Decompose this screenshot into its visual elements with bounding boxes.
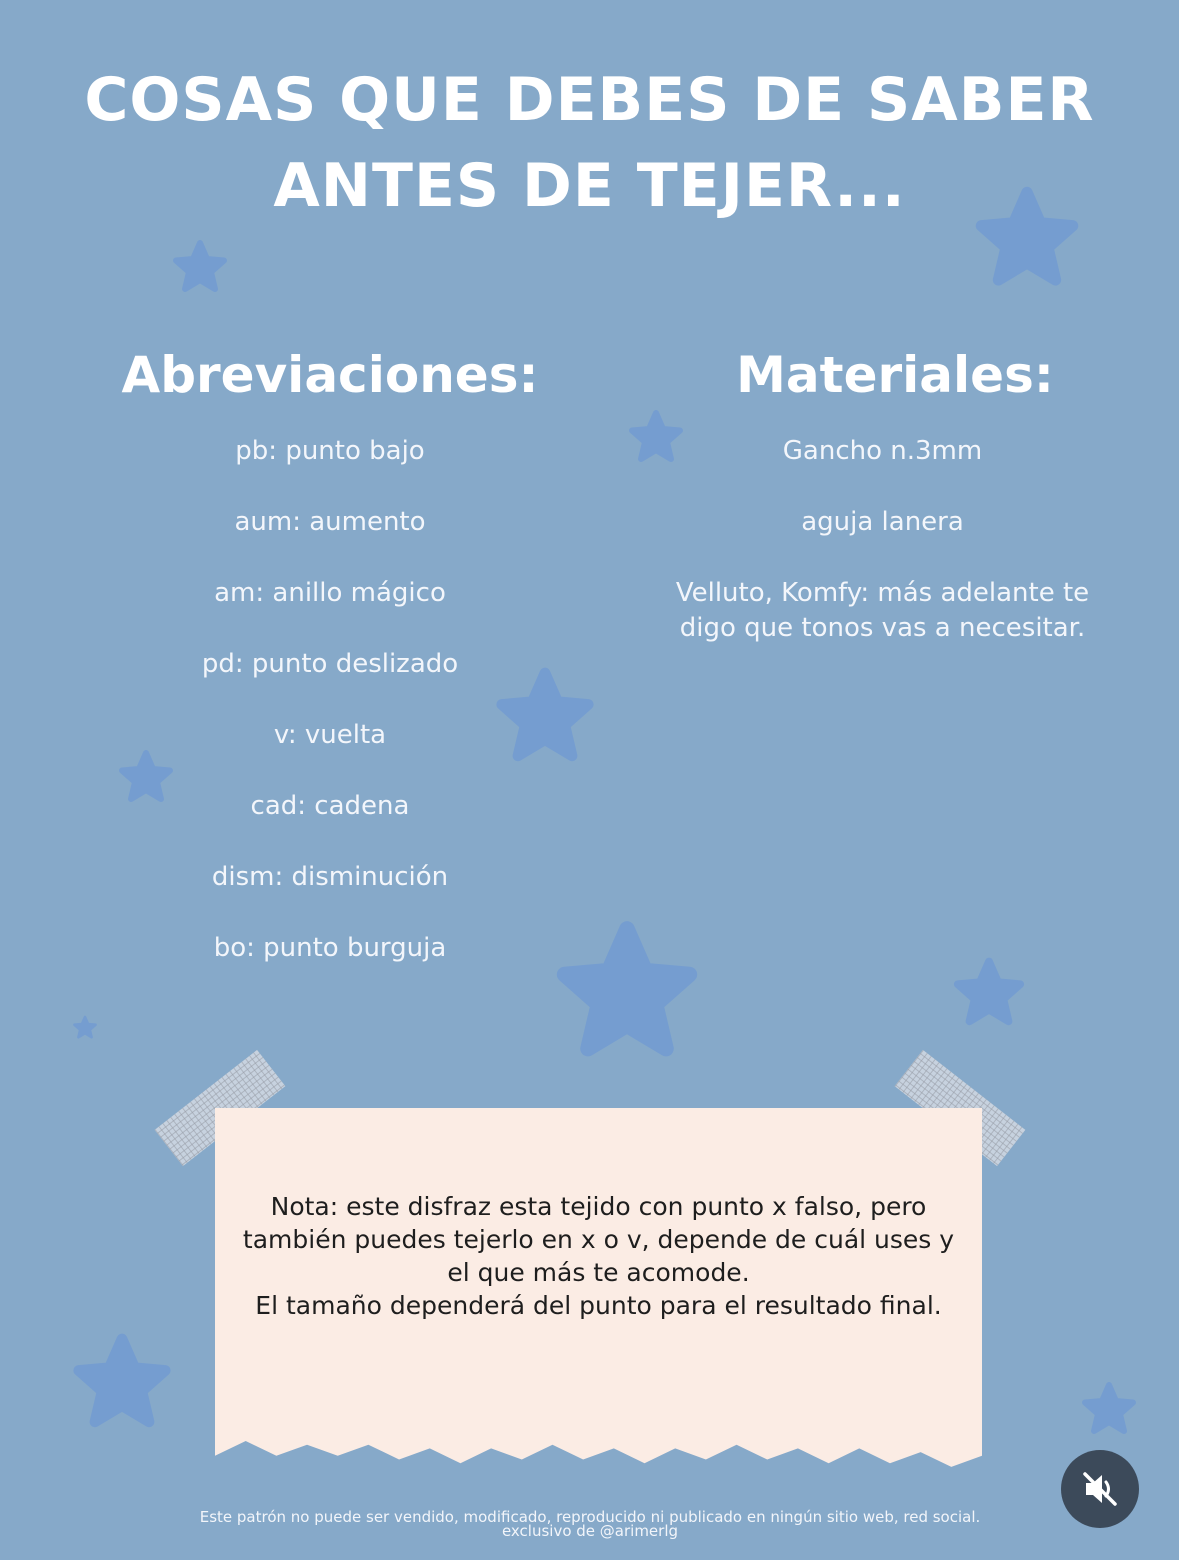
list-item: aguja lanera xyxy=(801,507,964,537)
star-icon xyxy=(74,1017,95,1037)
materials-list xyxy=(645,434,1120,646)
speaker-muted-icon xyxy=(1080,1469,1120,1509)
list-item: cad: cadena xyxy=(250,791,410,821)
footer-line: exclusivo de @arimerlg xyxy=(501,1522,679,1540)
star-icon xyxy=(176,243,224,289)
materials-heading: Materiales: xyxy=(736,346,1054,404)
list-item: pb: punto bajo xyxy=(235,436,425,466)
list-item: pd: punto deslizado xyxy=(201,649,459,679)
page-title-line-1: COSAS QUE DEBES DE SABER xyxy=(84,65,1095,135)
list-item: v: vuelta xyxy=(273,720,387,750)
star-icon xyxy=(958,962,1020,1022)
abbreviations-heading: Abreviaciones: xyxy=(121,346,539,404)
page-title-line-2: ANTES DE TEJER... xyxy=(273,151,906,221)
copyright-footer xyxy=(150,1510,1030,1538)
star-icon xyxy=(565,929,690,1049)
star-icon xyxy=(79,1339,165,1422)
list-item: Velluto, Komfy: más adelante te digo que tonos vas a necesitar. xyxy=(675,578,1090,643)
note-text: Nota: este disfraz esta tejido con punto x falso, pero también puedes tejerlo en x o v, depende de cuál uses y el que más te acomode. El tamaño dependerá del punto para el resultado final. xyxy=(242,1192,955,1320)
star-icon xyxy=(1085,1385,1133,1431)
list-item: Gancho n.3mm xyxy=(782,436,983,466)
list-item: am: anillo mágico xyxy=(214,578,446,608)
mute-button[interactable] xyxy=(1061,1450,1139,1528)
list-item: aum: aumento xyxy=(234,507,426,537)
list-item: bo: punto burguja xyxy=(213,933,447,963)
abbreviations-list xyxy=(80,434,580,1002)
list-item: dism: disminución xyxy=(211,862,449,892)
footer-line: Este patrón no puede ser vendido, modificado, reproducido ni publicado en ningún sitio web, red social. xyxy=(199,1508,981,1526)
